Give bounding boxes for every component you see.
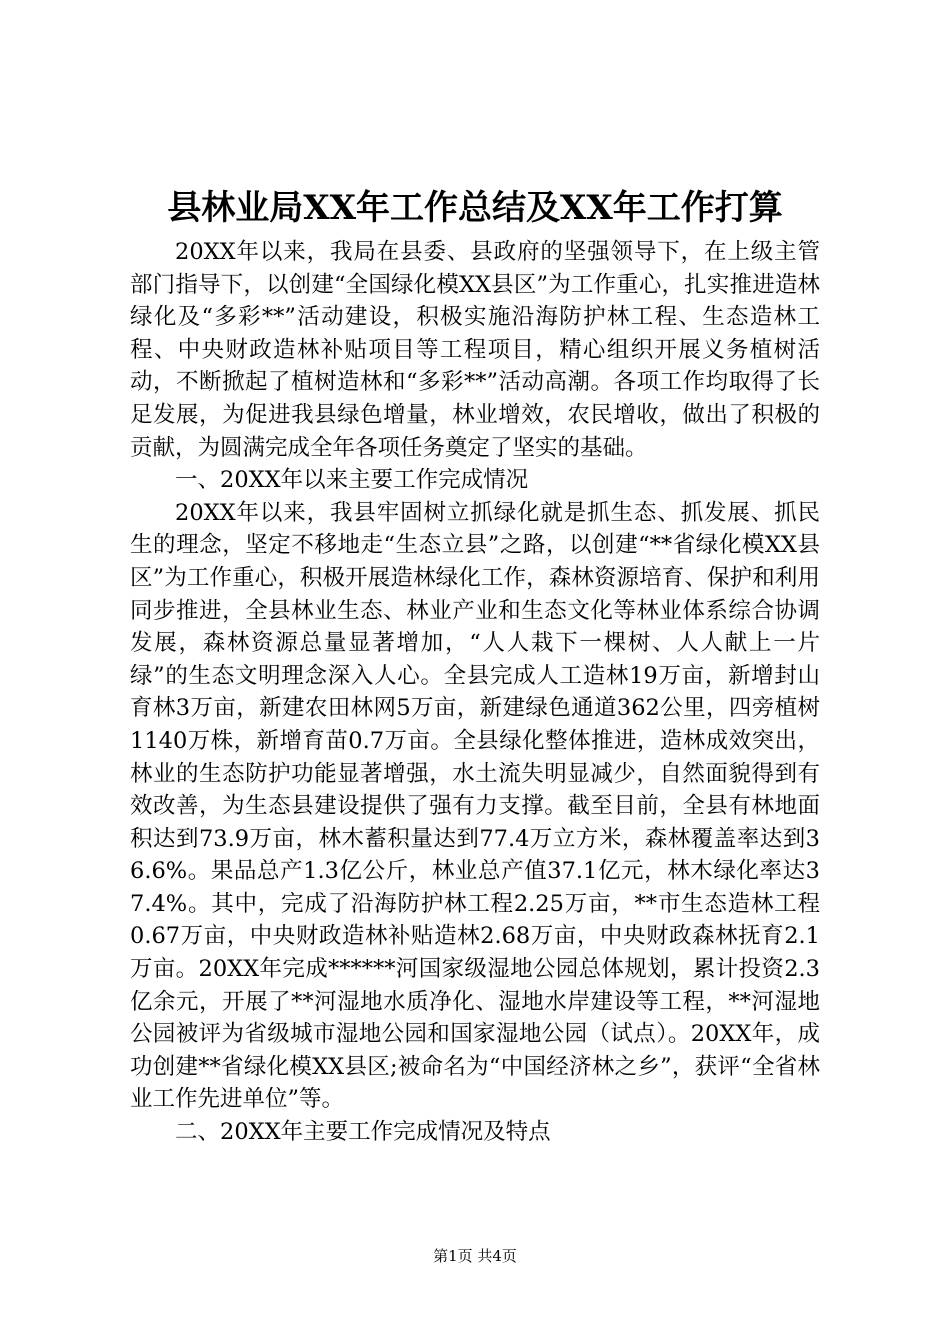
page-footer: 第1页 共4页	[433, 1247, 517, 1265]
section-heading-1: 一、20XX年以来主要工作完成情况	[175, 467, 529, 494]
section-1-paragraph: 20XX年以来，我县牢固树立抓绿化就是抓生态、抓发展、抓民生的理念，坚定不移地走“生态立县”之路，以创建“**省绿化模XX县区”为工作重心，积极开展造林绿化工作，森林资源培育、保护和利用同步推进，全县林业生态、林业产业和生态文化等林业体系综合协调发展，森林资源总量显著增加，“人人栽下一棵树、人人献上一片绿”的生态文明理念深入人心。全县完成人工造林19万亩，新增封山育林3万亩，新建农田林网5万亩，新建绿色通道362公里，四旁植树1140万株，新增育苗0.7万亩。全县绿化整体推进，造林成效突出，林业的生态防护功能显著增强，水土流失明显减少，自然面貌得到有效改善，为生态县建设提供了强有力支撑。截至目前，全县有林地面积达到73.9万亩，林木蓄积量达到77.4万立方米，森林覆盖率达到36.6%。果品总产1.3亿公斤，林业总产值37.1亿元，林木绿化率达37.4%。其中，完成了沿海防护林工程2.25万亩，**市生态造林工程0.67万亩，中央财政造林补贴造林2.68万亩，中央财政森林抚育2.1万亩。20XX年完成******河国家级湿地公园总体规划，累计投资2.3亿余元，开展了**河湿地水质净化、湿地水岸建设等工程，**河湿地公园被评为省级城市湿地公园和国家湿地公园（试点）。20XX年，成功创建**省绿化模XX县区;被命名为“中国经济林之乡”，获评“全省林业工作先进单位”等。	[130, 499, 820, 1113]
document-body	[130, 236, 820, 1149]
section-heading-2: 二、20XX年主要工作完成情况及特点	[175, 1119, 551, 1146]
intro-paragraph: 20XX年以来，我局在县委、县政府的坚强领导下，在上级主管部门指导下，以创建“全国绿化模XX县区”为工作重心，扎实推进造林绿化及“多彩**”活动建设，积极实施沿海防护林工程、生态造林工程、中央财政造林补贴项目等工程项目，精心组织开展义务植树活动，不断掀起了植树造林和“多彩**”活动高潮。各项工作均取得了长足发展，为促进我县绿色增量，林业增效，农民增收，做出了积极的贡献，为圆满完成全年各项任务奠定了坚实的基础。	[130, 239, 820, 461]
document-title: 县林业局XX年工作总结及XX年工作打算	[167, 188, 783, 228]
